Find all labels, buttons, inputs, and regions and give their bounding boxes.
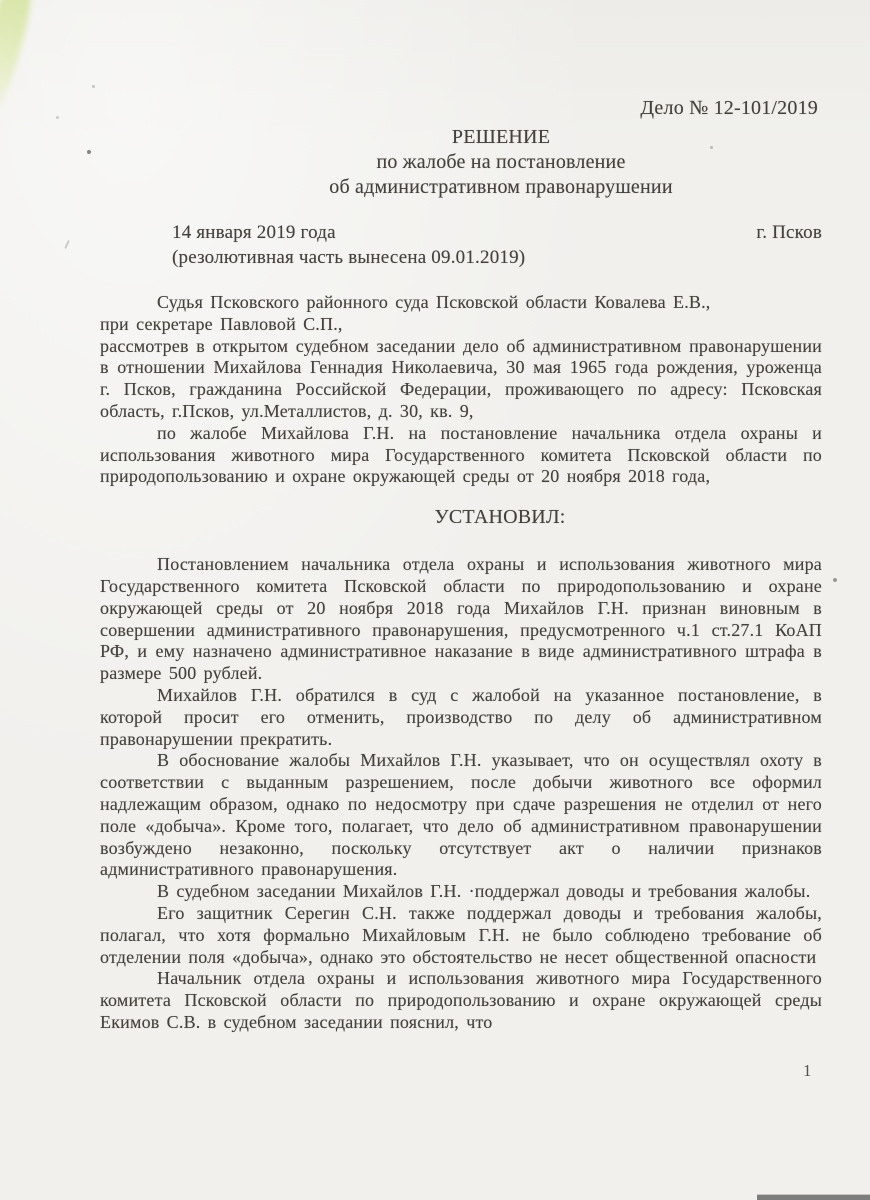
paragraph-defender-position: Его защитник Серегин С.Н. также поддержал доводы и требования жалобы, полагал, что хотя формально Михайловым Г.Н. не было соблюдено требование об отделении поля «добыча», однако это обстоятельство не несет общественной опасности — [100, 902, 822, 967]
scan-speck — [92, 85, 95, 88]
paragraph-official-explanation: Начальник отдела охраны и использования животного мира Государственного комитета Псковской области по природопользованию и охране окружающей среды Екимов С.В. в судебном заседании пояснил, что — [100, 968, 822, 1032]
page-number: 1 — [803, 1061, 812, 1080]
paragraph-ruling-summary: Постановлением начальника отдела охраны и использования животного мира Государственного комитета Псковской области по природопользованию и охране окружающей среды от 20 ноября 2018 года Михайлов Г.Н. признан виновным в совершении административного правонарушения, предусмотренного ч.1 ст.27.1 КоАП РФ, и ему назначено административное наказание в виде административного штрафа в размере 500 рублей. — [100, 554, 822, 684]
paragraph-hearing-support: В судебном заседании Михайлов Г.Н. ·поддержал доводы и требования жалобы. — [157, 881, 811, 902]
title-line-offense: об административном правонарушении — [329, 176, 673, 198]
scan-artifact-bottom-bar — [757, 1195, 870, 1200]
document-body — [100, 292, 822, 1034]
case-number: Дело № 12-101/2019 — [640, 97, 818, 119]
resolution-note: (резолютивная часть вынесена 09.01.2019) — [172, 247, 526, 268]
paragraph-appeal-grounds: В обоснование жалобы Михайлов Г.Н. указывает, что он осуществлял охоту в соответствии с выданным разрешением, после добычи животного все оформил надлежащим образом, однако по недосмотру при сдаче разрешения не отделил от него поле «добыча». Кроме того, полагает, что дело об административном правонарушении возбуждено незаконно, поскольку отсутствует акт о наличии признаков административного правонарушения. — [100, 750, 822, 880]
paragraph-complaint-subject: по жалобе Михайлова Г.Н. на постановление начальника отдела охраны и использования животного мира Государственного комитета Псковской области по природопользованию и охране окружающей среды от 20 ноября 2018 года, — [100, 422, 822, 487]
decision-date: 14 января 2019 года — [172, 222, 336, 243]
section-heading-established: УСТАНОВИЛ: — [434, 506, 566, 529]
scan-artifact-green-corner — [0, 0, 41, 130]
scan-speck — [87, 150, 91, 154]
paragraph-appeal-request: Михайлов Г.Н. обратился в суд с жалобой на указанное постановление, в которой просит его отменить, производство по делу об административном правонарушении прекратить. — [100, 684, 822, 749]
title-line-complaint: по жалобе на постановление — [376, 151, 626, 173]
city-label: г. Псков — [756, 222, 822, 243]
paragraph-secretary: при секретаре Павловой С.П., — [100, 313, 343, 334]
scan-speck — [833, 578, 837, 582]
document-content — [100, 0, 822, 1034]
scan-speck — [56, 116, 59, 119]
title-line-decision: РЕШЕНИЕ — [451, 126, 551, 148]
document-title — [100, 125, 822, 200]
date-city-row — [100, 221, 822, 244]
paragraph-judge: Судья Псковского районного суда Псковской области Ковалева Е.В., — [157, 292, 711, 312]
paragraph-case-review: рассмотрев в открытом судебном заседании дело об административном правонарушении в отношении Михайлова Геннадия Николаевича, 30 мая 1965 года рождения, уроженца г. Псков, гражданина Российской Федерации, проживающего по адресу: Псковская область, г.Псков, ул.Металлистов, д. 30, кв. 9, — [100, 335, 822, 421]
scan-speck — [64, 240, 70, 249]
